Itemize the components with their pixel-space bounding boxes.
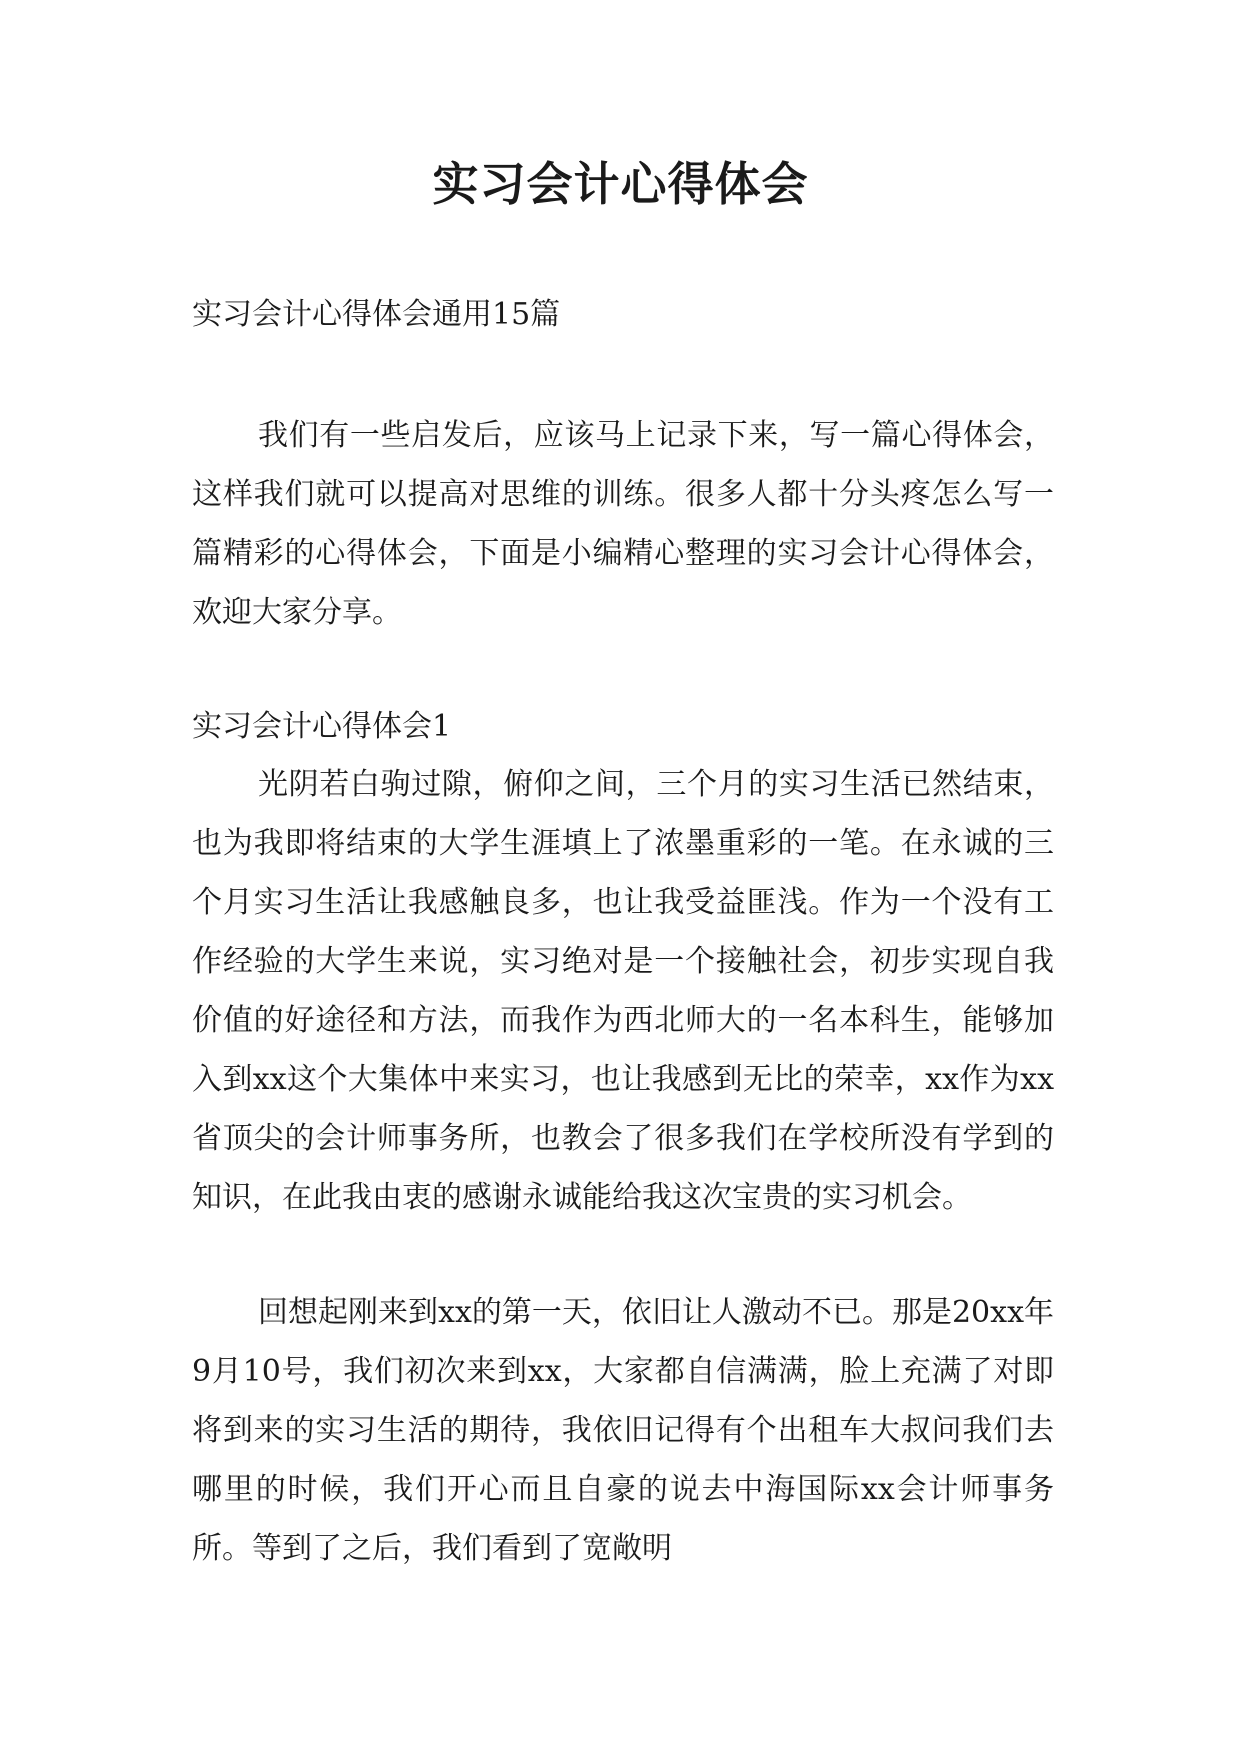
body-paragraph: 回想起刚来到xx的第一天，依旧让人激动不已。那是20xx年9月10号，我们初次来到xx，大家都自信满满，脸上充满了对即将到来的实习生活的期待，我依旧记得有个出租车大叔问我们去哪里的时候，我们开心而且自豪的说去中海国际xx会计师事务所。等到了之后，我们看到了宽敞明	[192, 1295, 1054, 1566]
intro-paragraph: 我们有一些启发后，应该马上记录下来，写一篇心得体会，这样我们就可以提高对思维的训练。很多人都十分头疼怎么写一篇精彩的心得体会，下面是小编精心整理的实习会计心得体会，欢迎大家分享。	[192, 418, 1054, 630]
section-heading: 实习会计心得体会1	[192, 709, 452, 744]
document-title: 实习会计心得体会	[432, 157, 809, 211]
body-paragraph: 光阴若白驹过隙，俯仰之间，三个月的实习生活已然结束，也为我即将结束的大学生涯填上了浓墨重彩的一笔。在永诚的三个月实习生活让我感触良多，也让我受益匪浅。作为一个没有工作经验的大学生来说，实习绝对是一个接触社会，初步实现自我价值的好途径和方法，而我作为西北师大的一名本科生，能够加入到xx这个大集体中来实习，也让我感到无比的荣幸，xx作为xx省顶尖的会计师事务所，也教会了很多我们在学校所没有学到的知识，在此我由衷的感谢永诚能给我这次宝贵的实习机会。	[192, 767, 1054, 1215]
document-subtitle: 实习会计心得体会通用15篇	[192, 297, 561, 332]
